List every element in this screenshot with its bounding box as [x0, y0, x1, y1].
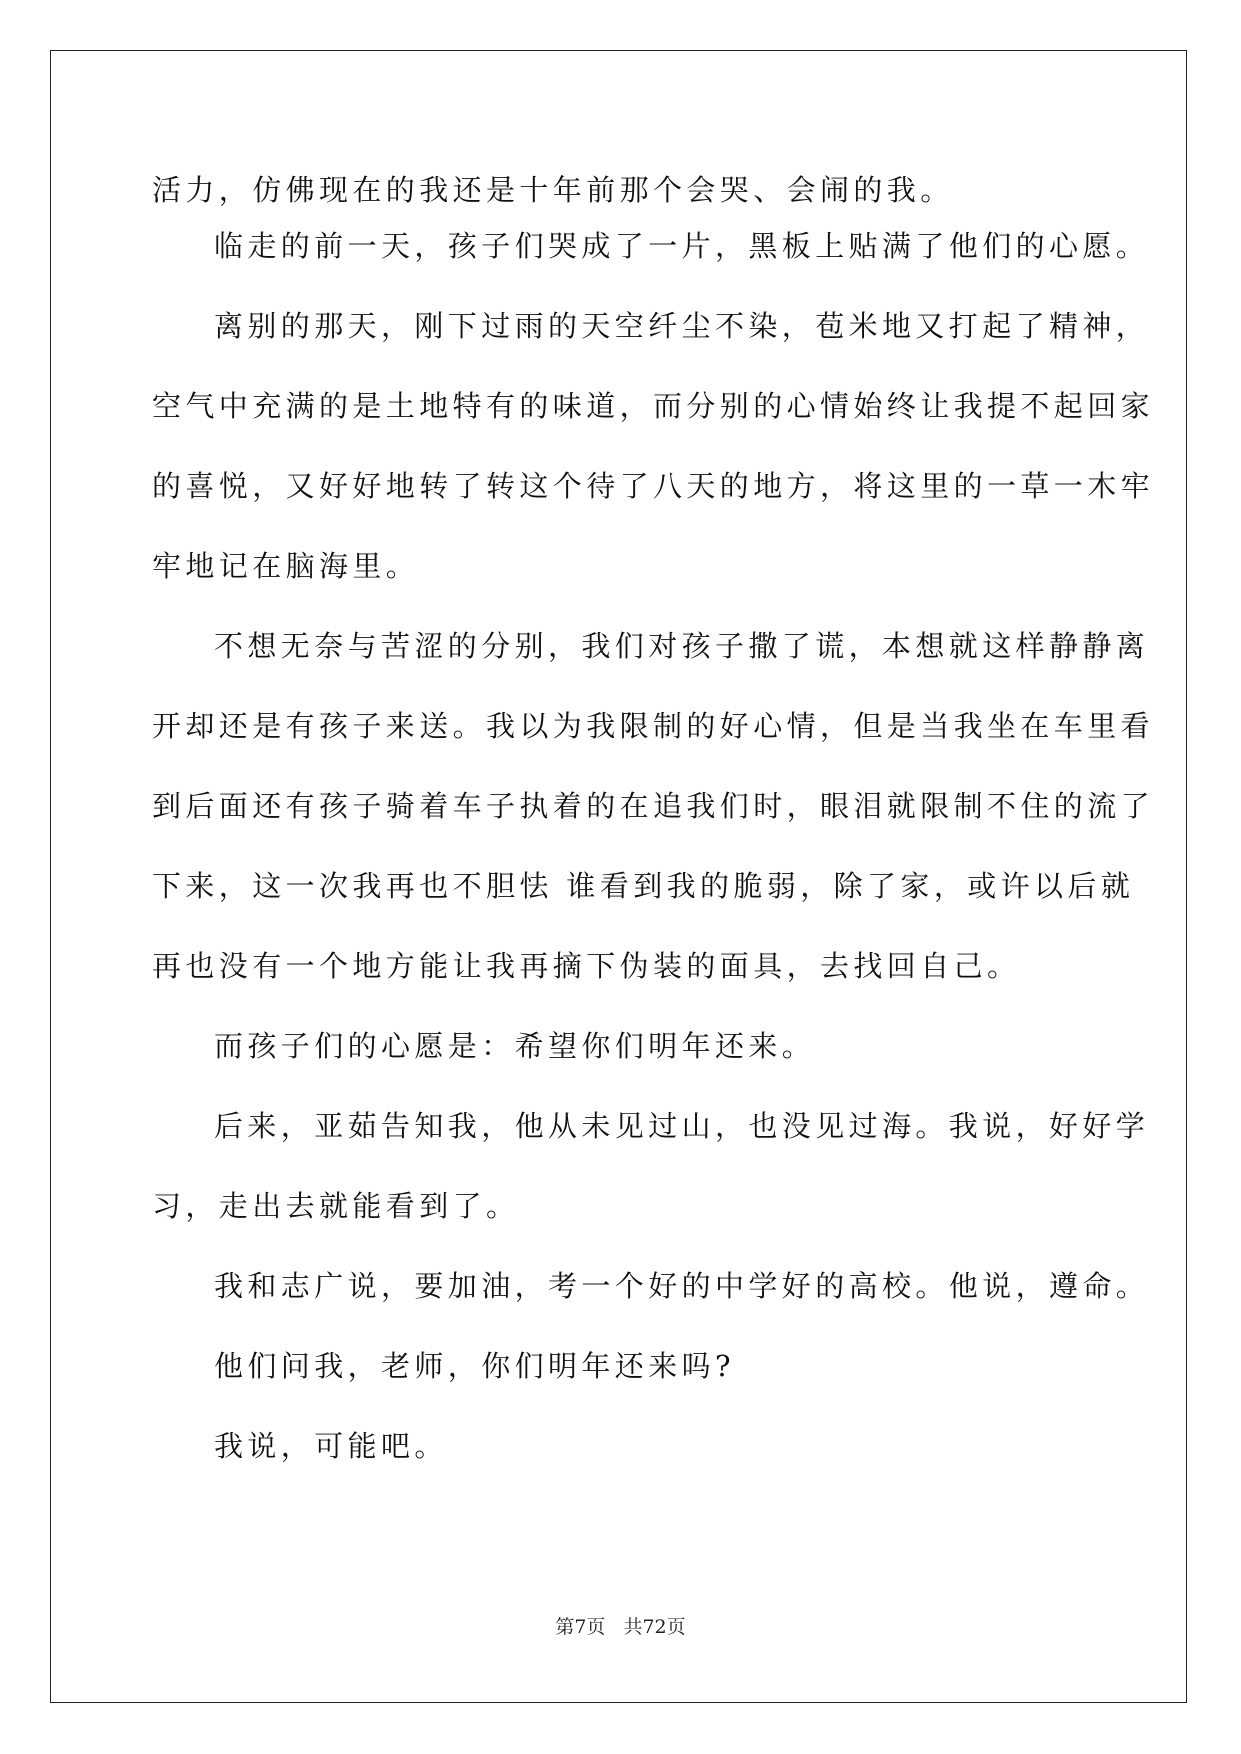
page-footer: [0, 1612, 1241, 1639]
text-line: 不想无奈与苦涩的分别，我们对孩子撒了谎，本想就这样静静离: [214, 629, 1150, 663]
text-line: 空气中充满的是土地特有的味道，而分别的心情始终让我提不起回家: [152, 389, 1155, 423]
text-line: 离别的那天，刚下过雨的天空纤尘不染，苞米地又打起了精神，: [214, 309, 1150, 343]
text-line: 他们问我，老师，你们明年还来吗?: [214, 1349, 735, 1383]
text-line: 再也没有一个地方能让我再摘下伪装的面具，去找回自己。: [152, 949, 1021, 983]
text-line: 我说，可能吧。: [214, 1429, 448, 1463]
text-line: 下来，这一次我再也不胆怯 谁看到我的脆弱，除了家，或许以后就: [152, 869, 1135, 903]
text-line: 活力，仿佛现在的我还是十年前那个会哭、会闹的我。: [152, 173, 954, 207]
text-line: 临走的前一天，孩子们哭成了一片，黑板上贴满了他们的心愿。: [214, 229, 1150, 263]
page-number: 第7页: [555, 1616, 606, 1638]
text-line: 习，走出去就能看到了。: [152, 1189, 520, 1223]
text-line: 牢地记在脑海里。: [152, 549, 420, 583]
text-line: 到后面还有孩子骑着车子执着的在追我们时，眼泪就限制不住的流了: [152, 789, 1155, 823]
text-line: 我和志广说，要加油，考一个好的中学好的高校。他说，遵命。: [214, 1269, 1150, 1303]
text-line: 而孩子们的心愿是：希望你们明年还来。: [214, 1029, 816, 1063]
text-line: 开却还是有孩子来送。我以为我限制的好心情，但是当我坐在车里看: [152, 709, 1155, 743]
page-total: 共72页: [623, 1616, 686, 1638]
text-line: 的喜悦，又好好地转了转这个待了八天的地方，将这里的一草一木牢: [152, 469, 1155, 503]
text-line: 后来，亚茹告知我，他从未见过山，也没见过海。我说，好好学: [214, 1109, 1150, 1143]
